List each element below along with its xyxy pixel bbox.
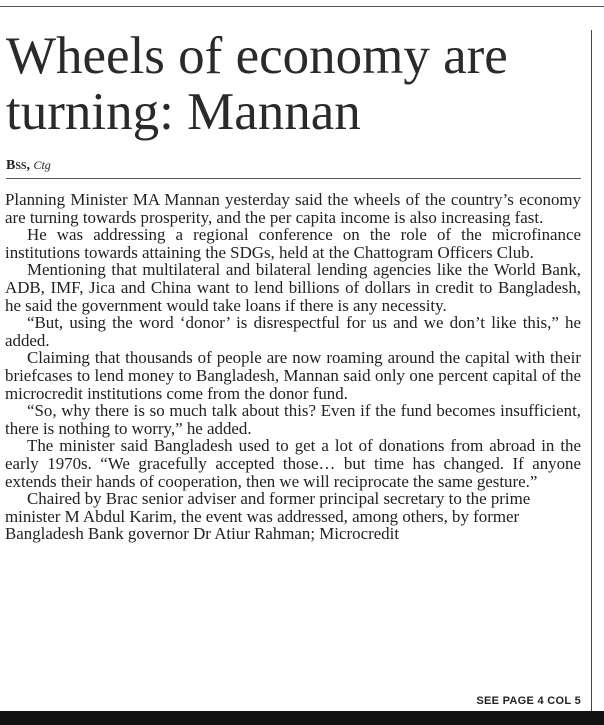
paragraph: “So, why there is so much talk about this? Even if the fund becomes insufficient, there is nothing to worry,” he added. (5, 401, 581, 438)
continuation-note: SEE PAGE 4 COL 5 (476, 695, 581, 707)
paragraph: “But, using the word ‘donor’ is disrespectful for us and we don’t like this,” he added. (5, 313, 581, 350)
bottom-bar (0, 711, 604, 725)
paragraph: He was addressing a regional conference on the role of the microfinance institutions towards attaining the SDGs, held at the Chattogram Officers Club. (5, 225, 581, 262)
byline (6, 156, 581, 179)
paragraph: Planning Minister MA Mannan yesterday said the wheels of the country’s economy are turning towards prosperity, and the per capita income is also increasing fast. (5, 190, 581, 227)
article-body (5, 191, 581, 543)
byline-agency: Bss, (6, 158, 30, 173)
paragraph: Chaired by Brac senior adviser and former principal secretary to the prime minister M Abdul Karim, the event was addressed, among others, by former Bangladesh Bank governor Dr Atiur Rahman; Microcredit (5, 489, 531, 544)
column-rule (591, 30, 592, 712)
paragraph: The minister said Bangladesh used to get a lot of donations from abroad in the early 1970s. “We gracefully accepted those… but time has changed. If anyone extends their hands of cooperation, then we will reciprocate the same gesture.” (5, 436, 581, 491)
headline: Wheels of economy are turning: Mannan (6, 27, 508, 141)
top-rule (0, 6, 604, 7)
paragraph: Mentioning that multilateral and bilateral lending agencies like the World Bank, ADB, IMF, Jica and China want to lend billions of dollars in credit to Bangladesh, he said the government would take loans if there is any necessity. (5, 260, 581, 315)
byline-location: Ctg (33, 158, 51, 172)
paragraph: Claiming that thousands of people are now roaming around the capital with their briefcases to lend money to Bangladesh, Mannan said only one percent capital of the microcredit institutions come from the donor fund. (5, 348, 581, 403)
